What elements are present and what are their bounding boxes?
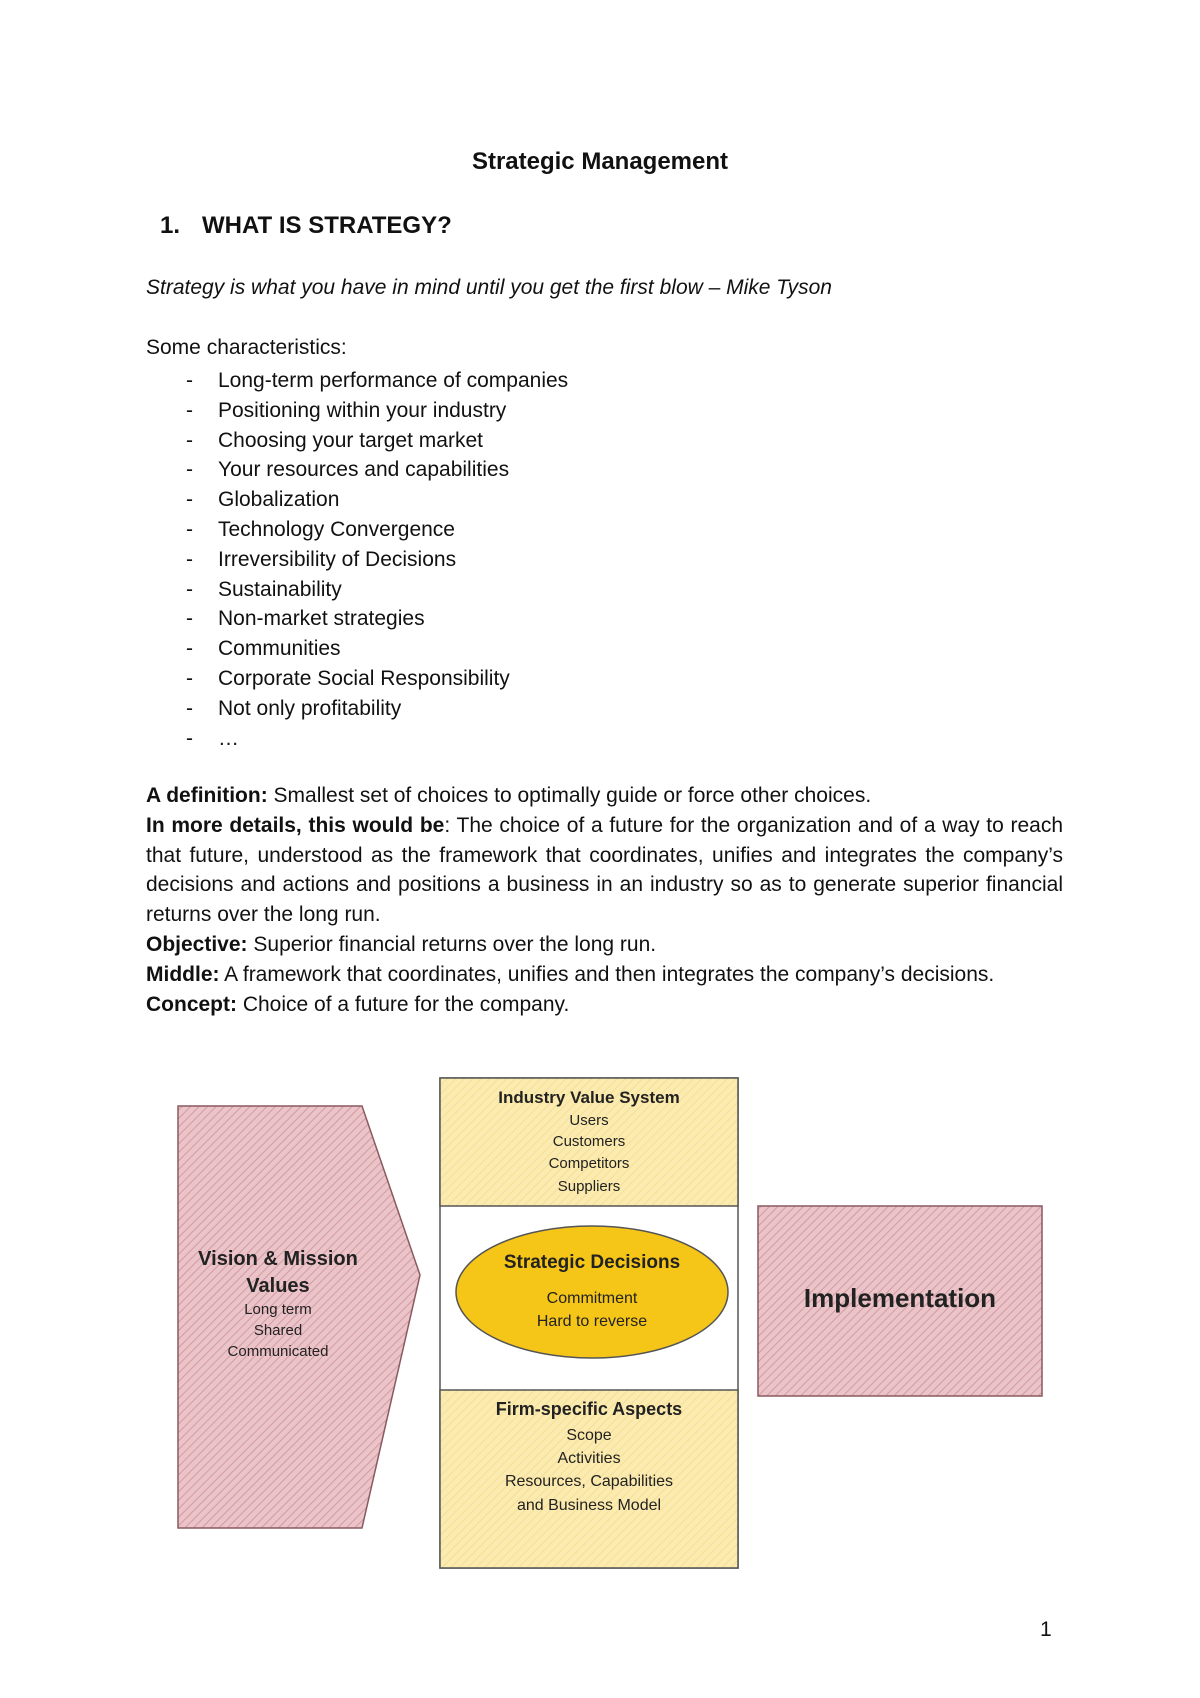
section-number: 1. bbox=[160, 212, 181, 239]
values-title: Values bbox=[246, 1275, 310, 1297]
bullet-dash: - bbox=[186, 696, 193, 720]
list-item: - Sustainability bbox=[146, 575, 568, 605]
details-paragraph: In more details, this would be: The choice of a future for the organization and of a way to reach that future, understood as the framework that coordinates, unifies and integrates the company’s decisions and actions and positions a business in an industry so as to generate superior financial returns over the long run. bbox=[146, 813, 1064, 927]
firm-item: and Business Model bbox=[516, 1497, 662, 1514]
characteristics-list bbox=[146, 366, 568, 753]
firm-title: Firm-specific Aspects bbox=[495, 1399, 683, 1419]
strategic-item: Hard to reverse bbox=[536, 1313, 648, 1330]
list-item: - Positioning within your industry bbox=[146, 396, 568, 426]
industry-item: Suppliers bbox=[557, 1178, 621, 1195]
middle-label: Middle: bbox=[146, 962, 220, 986]
industry-item: Users bbox=[569, 1112, 609, 1129]
vision-title: Vision & Mission bbox=[198, 1248, 358, 1270]
industry-title: Industry Value System bbox=[498, 1088, 680, 1107]
bullet-dash: - bbox=[186, 488, 193, 512]
bullet-dash: - bbox=[186, 517, 193, 541]
concept-label: Concept: bbox=[146, 992, 237, 1016]
bullet-dash: - bbox=[186, 428, 193, 452]
concept-paragraph: Concept: Choice of a future for the company. bbox=[146, 992, 570, 1016]
list-item: - Long-term performance of companies bbox=[146, 366, 568, 396]
vision-mission-shape bbox=[178, 1106, 420, 1528]
definition-paragraph: A definition: Smallest set of choices to optimally guide or force other choices. bbox=[146, 784, 872, 807]
list-item: - Globalization bbox=[146, 485, 568, 515]
list-item: - … bbox=[146, 724, 568, 754]
bullet-dash: - bbox=[186, 547, 193, 571]
section-heading bbox=[160, 212, 452, 240]
characteristics-intro: Some characteristics: bbox=[146, 336, 347, 359]
definition-label: A definition: bbox=[146, 784, 268, 807]
bullet-dash: - bbox=[186, 726, 193, 750]
quote: Strategy is what you have in mind until you get the first blow – Mike Tyson bbox=[146, 276, 832, 299]
bullet-dash: - bbox=[186, 369, 193, 392]
strategy-diagram bbox=[150, 1070, 1060, 1570]
objective-label: Objective: bbox=[146, 932, 248, 956]
objective-paragraph: Objective: Superior financial returns over the long run. bbox=[146, 932, 657, 956]
list-item: - Technology Convergence bbox=[146, 515, 568, 545]
vision-item: Communicated bbox=[227, 1343, 329, 1360]
firm-item: Activities bbox=[557, 1450, 621, 1467]
firm-item: Resources, Capabilities bbox=[504, 1473, 674, 1490]
list-item: - Non-market strategies bbox=[146, 604, 568, 634]
bullet-dash: - bbox=[186, 458, 193, 482]
page-number: 1 bbox=[1040, 1618, 1052, 1641]
list-item: - Your resources and capabilities bbox=[146, 455, 568, 485]
vision-item: Shared bbox=[253, 1322, 303, 1339]
bullet-dash: - bbox=[186, 607, 193, 631]
strategic-title: Strategic Decisions bbox=[503, 1252, 681, 1273]
list-item: - Corporate Social Responsibility bbox=[146, 664, 568, 694]
definitions-block bbox=[146, 781, 1063, 1019]
details-label: In more details, this would be bbox=[146, 813, 445, 837]
industry-item: Customers bbox=[552, 1133, 626, 1150]
center-column bbox=[440, 1078, 738, 1568]
page-title: Strategic Management bbox=[471, 148, 729, 175]
bullet-dash: - bbox=[186, 637, 193, 661]
bullet-dash: - bbox=[186, 398, 193, 422]
strategic-item: Commitment bbox=[546, 1290, 638, 1307]
list-item: - Communities bbox=[146, 634, 568, 664]
industry-item: Competitors bbox=[548, 1155, 630, 1172]
firm-item: Scope bbox=[566, 1427, 612, 1444]
implementation-shape bbox=[758, 1206, 1042, 1396]
middle-paragraph: Middle: A framework that coordinates, unifies and then integrates the company’s decisions. bbox=[146, 962, 995, 986]
list-item: - Irreversibility of Decisions bbox=[146, 545, 568, 575]
bullet-dash: - bbox=[186, 666, 193, 690]
section-heading-text: WHAT IS STRATEGY? bbox=[202, 212, 452, 239]
implementation-title: Implementation bbox=[803, 1283, 997, 1313]
bullet-dash: - bbox=[186, 577, 193, 601]
vision-item: Long term bbox=[244, 1301, 312, 1318]
list-item: - Choosing your target market bbox=[146, 426, 568, 456]
list-item: - Not only profitability bbox=[146, 694, 568, 724]
